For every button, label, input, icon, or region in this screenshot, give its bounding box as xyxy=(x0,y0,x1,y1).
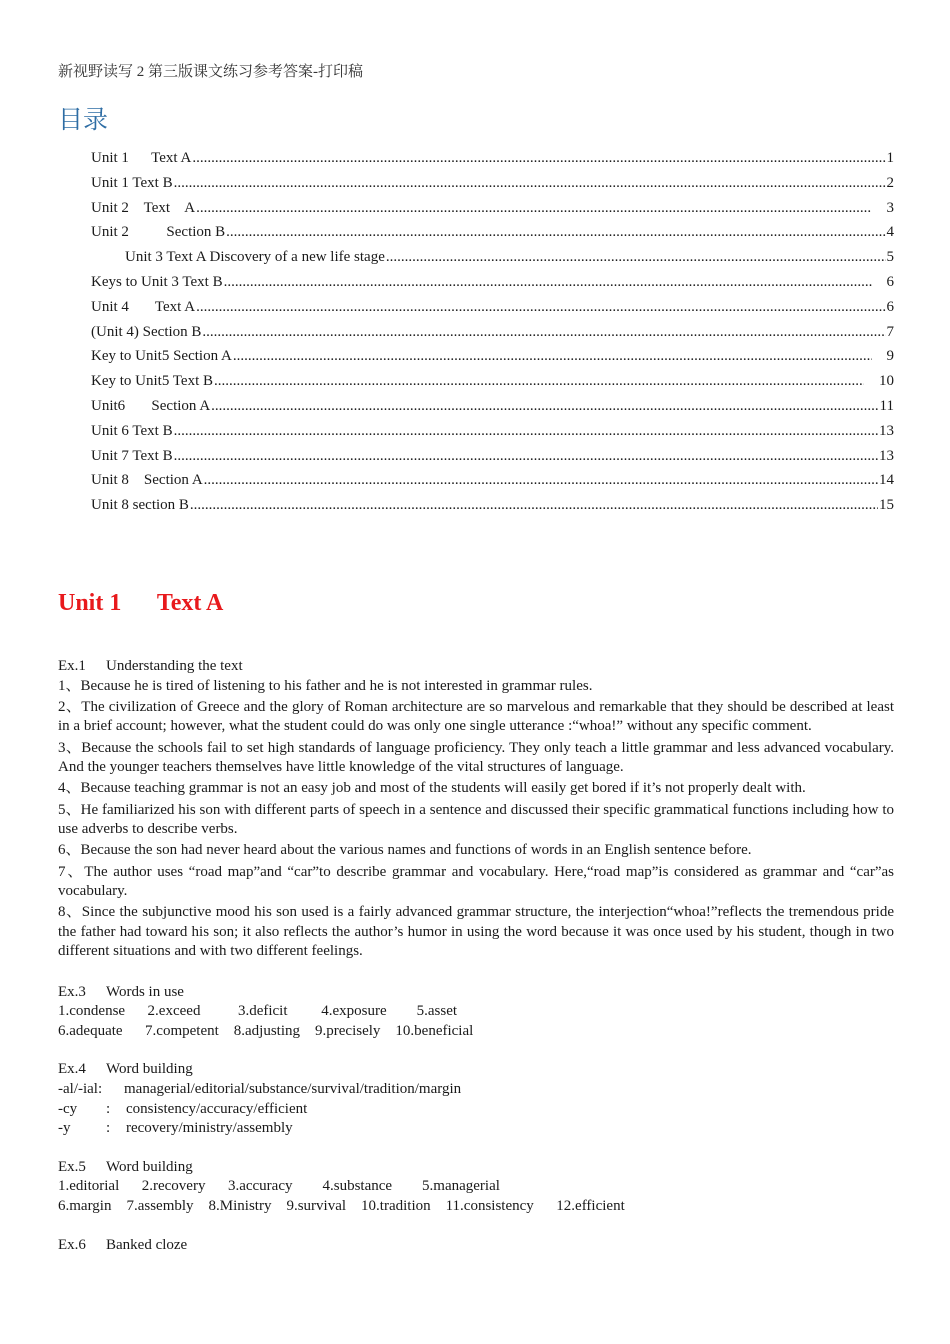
toc-entry[interactable] xyxy=(91,398,894,423)
exercise-name: Word building xyxy=(106,1061,193,1078)
unit-heading: Unit 1 Text A xyxy=(58,590,224,616)
toc-entry-page: 6 xyxy=(886,273,894,290)
toc-leader-dots xyxy=(233,348,872,365)
exercise-name: Word building xyxy=(106,1158,193,1175)
toc-entry-label: Key to Unit5 Section A xyxy=(91,348,232,365)
toc-leader-dots xyxy=(386,249,886,266)
toc-entry-page: 6 xyxy=(886,298,894,315)
exercise-name: Words in use xyxy=(106,983,184,1000)
toc-entry-page: 5 xyxy=(886,249,894,266)
toc-entry[interactable] xyxy=(91,274,894,299)
answer-paragraph: 2、The civilization of Greece and the glory of Roman architecture are so marvelous and remarkable that they should be described at least in a brief account; however, what the student could do was only one single utterance :“whoa!” without any specific comment. xyxy=(58,698,894,735)
suffix-colon: : xyxy=(106,1120,111,1137)
document-header: 新视野读写 2 第三版课文练习参考答案-打印稿 xyxy=(58,64,363,80)
toc-entry-label: (Unit 4) Section B xyxy=(91,323,202,340)
table-of-contents xyxy=(91,150,894,522)
toc-leader-dots xyxy=(192,150,885,167)
toc-leader-dots xyxy=(174,448,878,465)
toc-entry[interactable] xyxy=(91,497,894,522)
suffix-label: -cy xyxy=(58,1100,78,1117)
toc-entry-label: Key to Unit5 Text B xyxy=(91,373,213,390)
toc-entry-page: 1 xyxy=(886,150,894,166)
spacer xyxy=(58,1041,894,1060)
answer-paragraph: 3、Because the schools fail to set high standards of language proficiency. They only teach a little grammar and less advanced vocabulary. And the younger teachers themselves have little knowledge of the vital structures of language. xyxy=(58,739,894,776)
toc-entry-page: 4 xyxy=(886,224,894,241)
toc-entry-label: Unit 2 Section B xyxy=(91,224,226,241)
spacer xyxy=(58,1217,894,1236)
toc-entry[interactable] xyxy=(91,249,894,274)
toc-entry-page: 9 xyxy=(886,348,894,365)
toc-entry-label: Unit 3 Text A Discovery of a new life stage xyxy=(125,249,385,266)
word-building-row xyxy=(58,1119,894,1139)
toc-entry-label: Unit 6 Text B xyxy=(91,422,173,439)
exercise-label: Ex.6 xyxy=(58,1236,86,1253)
exercise-title xyxy=(58,1236,894,1256)
toc-entry-label: Unit6 Section A xyxy=(91,397,211,414)
answer-paragraph: 1、Because he is tired of listening to his father and he is not interested in grammar rules. xyxy=(58,677,593,694)
suffix-words: consistency/accuracy/efficient xyxy=(126,1100,308,1117)
exercise-label: Ex.3 xyxy=(58,983,86,1000)
word-building-row xyxy=(58,1100,894,1120)
toc-leader-dots xyxy=(202,324,885,341)
toc-entry[interactable] xyxy=(91,472,894,497)
toc-entry-label: Unit 8 Section A xyxy=(91,472,203,489)
answer-row: 6.adequate 7.competent 8.adjusting 9.precisely 10.beneficial xyxy=(58,1022,474,1039)
toc-entry[interactable] xyxy=(91,373,894,398)
toc-entry[interactable] xyxy=(91,348,894,373)
exercise-label: Ex.4 xyxy=(58,1061,86,1078)
toc-entry-page: 15 xyxy=(879,497,894,514)
toc-entry-page: 14 xyxy=(879,472,894,489)
answer-row: 1.editorial 2.recovery 3.accuracy 4.substance 5.managerial xyxy=(58,1178,500,1195)
suffix-label: -y xyxy=(58,1120,71,1137)
exercise-title xyxy=(58,1060,894,1080)
toc-entry-page: 3 xyxy=(886,199,894,216)
exercise-title xyxy=(58,983,894,1003)
toc-leader-dots xyxy=(196,299,885,316)
exercise-label: Ex.5 xyxy=(58,1158,86,1175)
toc-leader-dots xyxy=(204,472,878,489)
toc-leader-dots xyxy=(190,497,878,514)
toc-entry-page: 10 xyxy=(879,373,894,390)
toc-entry-label: Keys to Unit 3 Text B xyxy=(91,273,223,290)
exercise-title xyxy=(58,1158,894,1178)
exercise-name: Banked cloze xyxy=(106,1236,188,1253)
document-body xyxy=(58,657,894,1255)
spacer xyxy=(58,1139,894,1158)
answer-paragraph: 8、Since the subjunctive mood his son used is a fairly advanced grammar structure, the interjection“whoa!”reflects the tremendous pride the father had toward his son; it also reflects the author’s humor in using the word because it was once used by his student, though in two different situations and with two different feelings. xyxy=(58,904,894,960)
toc-entry-page: 13 xyxy=(879,447,894,464)
toc-entry[interactable] xyxy=(91,324,894,349)
toc-entry-page: 7 xyxy=(886,323,894,340)
toc-title: 目录 xyxy=(58,105,109,134)
exercise-label: Ex.1 xyxy=(58,658,86,674)
answer-paragraph: 5、He familiarized his son with different parts of speech in a sentence and discussed their specific grammatical functions including how to use adverbs to describe verbs. xyxy=(58,801,894,838)
toc-entry[interactable] xyxy=(91,175,894,200)
exercise-name: Understanding the text xyxy=(106,658,243,674)
suffix-colon: : xyxy=(106,1100,111,1117)
answer-paragraph: 6、Because the son had never heard about the various names and functions of words in an English sentence before. xyxy=(58,842,752,859)
toc-leader-dots xyxy=(211,398,878,415)
answer-row: 1.condense 2.exceed 3.deficit 4.exposure 5.asset xyxy=(58,1003,458,1020)
toc-entry-page: 11 xyxy=(879,397,894,414)
toc-entry-label: Unit 1 Text A xyxy=(91,150,192,166)
toc-leader-dots xyxy=(226,224,885,241)
answer-paragraph: 4、Because teaching grammar is not an easy job and most of the students will easily get bored if it’s not properly dealt with. xyxy=(58,780,806,797)
toc-entry-page: 13 xyxy=(879,422,894,439)
toc-entry[interactable] xyxy=(91,448,894,473)
toc-entry-page: 2 xyxy=(886,174,894,191)
toc-entry-label: Unit 2 Text A xyxy=(91,199,196,216)
answer-row: 6.margin 7.assembly 8.Ministry 9.survival 10.tradition 11.consistency 12.efficient xyxy=(58,1198,625,1214)
toc-leader-dots xyxy=(174,423,878,440)
toc-entry[interactable] xyxy=(91,423,894,448)
spacer xyxy=(58,964,894,983)
word-building-row xyxy=(58,1080,894,1100)
answer-paragraph: 7、The author uses “road map”and “car”to describe grammar and vocabulary. Here,“road map”is considered as grammar and “car”as vocabulary. xyxy=(58,863,894,900)
suffix-words: recovery/ministry/assembly xyxy=(126,1120,293,1137)
toc-entry[interactable] xyxy=(91,200,894,225)
toc-entry[interactable] xyxy=(91,299,894,324)
toc-entry-label: Unit 8 section B xyxy=(91,497,189,514)
toc-leader-dots xyxy=(224,274,872,291)
toc-leader-dots xyxy=(214,373,864,390)
exercise-title xyxy=(58,657,894,677)
toc-entry[interactable] xyxy=(91,224,894,249)
toc-entry-label: Unit 7 Text B xyxy=(91,447,173,464)
toc-leader-dots xyxy=(174,175,886,192)
toc-entry-label: Unit 1 Text B xyxy=(91,174,173,191)
toc-entry[interactable] xyxy=(91,150,894,175)
toc-entry-label: Unit 4 Text A xyxy=(91,298,196,315)
suffix-words: managerial/editorial/substance/survival/tradition/margin xyxy=(124,1081,462,1098)
toc-leader-dots xyxy=(196,200,871,217)
suffix-label: -al/-ial: xyxy=(58,1081,103,1098)
